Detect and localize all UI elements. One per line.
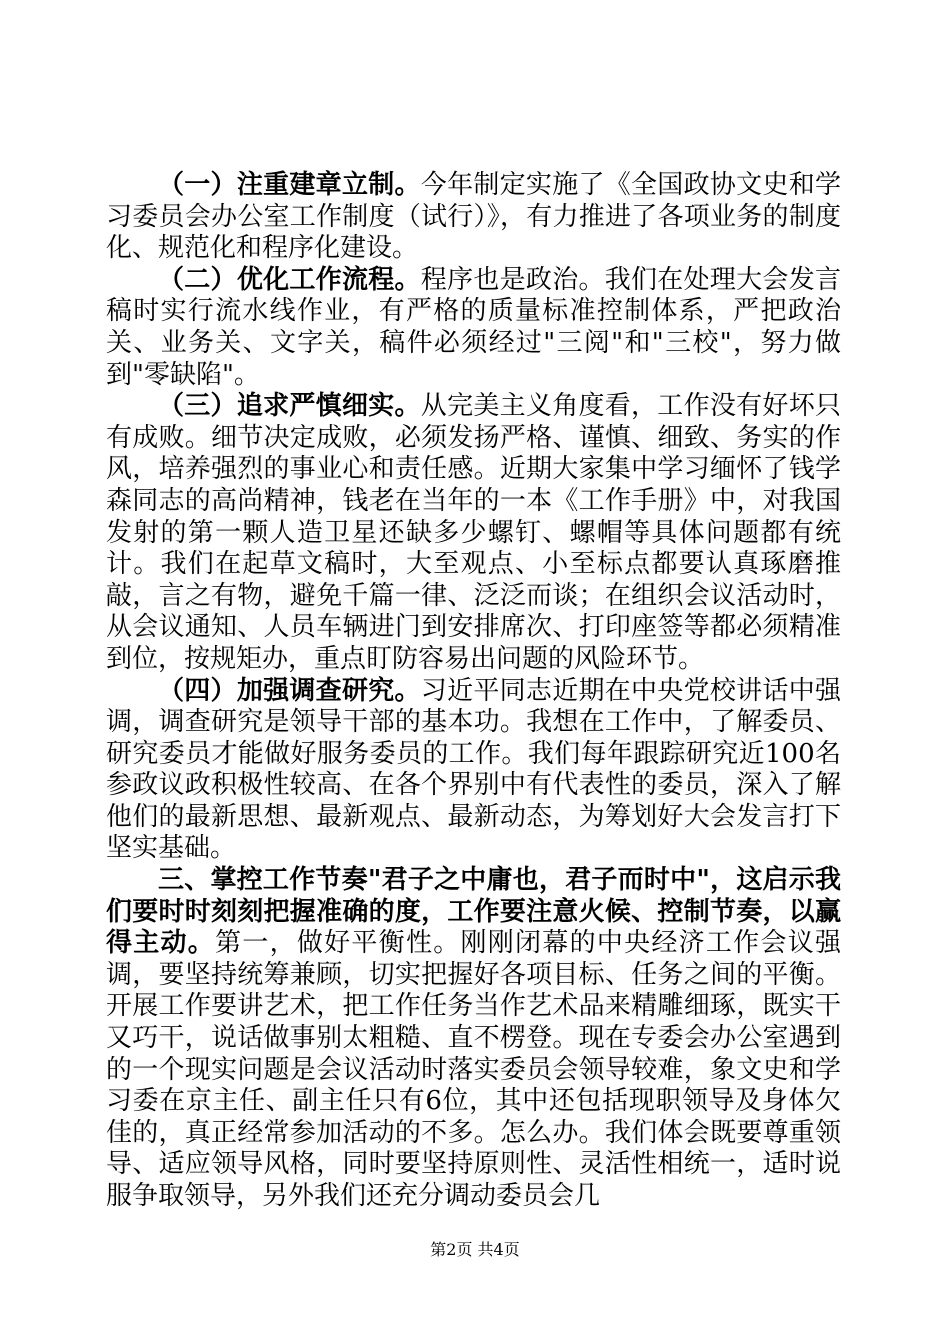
document-body	[106, 170, 841, 1213]
paragraph-4	[106, 676, 841, 866]
paragraph-5	[106, 865, 841, 1213]
paragraph-4-text: 习近平同志近期在中央党校讲话中强调，调查研究是领导干部的基本功。我想在工作中，了解委员、研究委员才能做好服务委员的工作。我们每年跟踪研究近100名参政议政积极性较高、在各个界别中有代表性的委员，深入了解他们的最新思想、最新观点、最新动态，为筹划好大会发言打下坚实基础。	[106, 675, 841, 864]
paragraph-2	[106, 265, 841, 391]
paragraph-1	[106, 170, 841, 265]
paragraph-1-heading: （一）注重建章立制。	[158, 170, 421, 200]
paragraph-3-text: 从完美主义角度看，工作没有好坏只有成败。细节决定成败，必须发扬严格、谨慎、细致、务实的作风，培养强烈的事业心和责任感。近期大家集中学习缅怀了钱学森同志的高尚精神，钱老在当年的一本《工作手册》中，对我国发射的第一颗人造卫星还缺多少螺钉、螺帽等具体问题都有统计。我们在起草文稿时，大至观点、小至标点都要认真琢磨推敲，言之有物，避免千篇一律、泛泛而谈；在组织会议活动时，从会议通知、人员车辆进门到安排席次、打印座签等都必须精准到位，按规矩办，重点盯防容易出问题的风险环节。	[106, 391, 841, 674]
paragraph-3-heading: （三）追求严慎细实。	[158, 391, 421, 422]
paragraph-4-heading: （四）加强调查研究。	[158, 675, 421, 706]
page-footer	[0, 1240, 950, 1260]
paragraph-5-heading: 三、掌控工作节奏"君子之中庸也，君子而时中"，这启示我们要时时刻刻把握准确的度，工作要注意火候、控制节奏，以赢得主动。	[106, 865, 841, 959]
paragraph-5-text: 第一，做好平衡性。刚刚闭幕的中央经济工作会议强调，要坚持统筹兼顾，切实把握好各项目标、任务之间的平衡。开展工作要讲艺术，把工作任务当作艺术品来精雕细琢，既实干又巧干，说话做事别太粗糙、直不楞登。现在专委会办公室遇到的一个现实问题是会议活动时落实委员会领导较难，象文史和学习委在京主任、副主任只有6位，其中还包括现职领导及身体欠佳的，真正经常参加活动的不多。怎么办。我们体会既要尊重领导、适应领导风格，同时要坚持原则性、灵活性相统一，适时说服争取领导，另外我们还充分调动委员会几	[106, 928, 841, 1211]
paragraph-2-text: 程序也是政治。我们在处理大会发言稿时实行流水线作业，有严格的质量标准控制体系，严把政治关、业务关、文字关，稿件必须经过"三阅"和"三校"，努力做到"零缺陷"。	[106, 264, 841, 390]
paragraph-3	[106, 391, 841, 675]
paragraph-2-heading: （二）优化工作流程。	[158, 264, 421, 295]
page-number-label: 第2页 共4页	[430, 1240, 520, 1259]
paragraph-1-text: 今年制定实施了《全国政协文史和学习委员会办公室工作制度（试行）》，有力推进了各项业务的制度化、规范化和程序化建设。	[106, 170, 841, 264]
